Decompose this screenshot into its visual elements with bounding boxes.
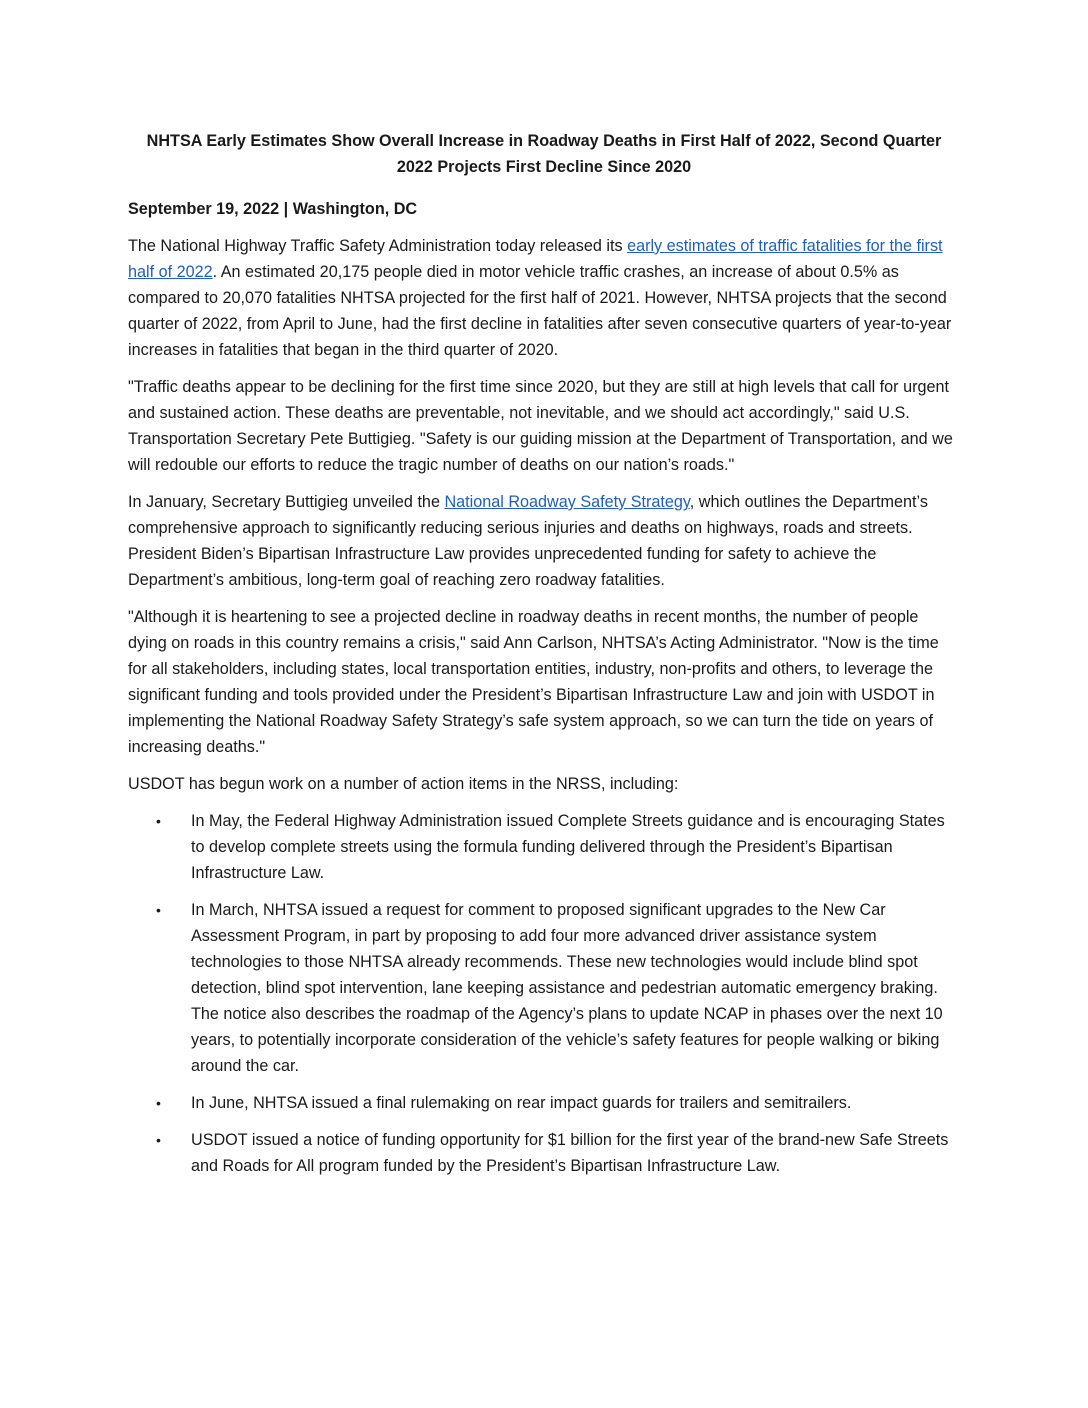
paragraph-nrss <box>128 489 960 593</box>
bullet-icon: • <box>156 1095 161 1111</box>
press-release-title: NHTSA Early Estimates Show Overall Increase in Roadway Deaths in First Half of 2022, Second Quarter 2022 Projects First Decline Since 2020 <box>146 132 942 176</box>
action-items-list <box>128 808 960 1179</box>
list-item-text: USDOT issued a notice of funding opportunity for $1 billion for the first year of the brand-new Safe Streets and Roads for All program funded by the President’s Bipartisan Infrastructure Law. <box>191 1131 949 1175</box>
bullet-icon: • <box>156 813 161 829</box>
paragraph-buttigieg-quote: "Traffic deaths appear to be declining for the first time since 2020, but they are still at high levels that call for urgent and sustained action. These deaths are preventable, not inevitable, and we should act accordingly," said U.S. Transportation Secretary Pete Buttigieg. "Safety is our guiding mission at the Department of Transportation, and we will redouble our efforts to reduce the tragic number of deaths on our nation’s roads." <box>128 378 953 474</box>
paragraph-intro-text-end: . An estimated 20,175 people died in motor vehicle traffic crashes, an increase of about 0.5% as compared to 20,070 fatalities NHTSA projected for the first half of 2021. However, NHTSA projects that the second quarter of 2022, from April to June, had the first decline in fatalities after seven consecutive quarters of year-to-year increases in fatalities that began in the third quarter of 2020. <box>128 263 952 359</box>
list-item <box>128 1127 960 1179</box>
list-item-text: In March, NHTSA issued a request for comment to proposed significant upgrades to the New Car Assessment Program, in part by proposing to add four more advanced driver assistance system technologies to those NHTSA already recommends. These new technologies would include blind spot detection, blind spot intervention, lane keeping assistance and pedestrian automatic emergency braking. The notice also describes the roadmap of the Agency’s plans to update NCAP in phases over the next 10 years, to potentially incorporate consideration of the vehicle’s safety features for people walking or biking around the car. <box>191 901 943 1075</box>
list-item <box>128 897 960 1079</box>
list-item <box>128 808 960 886</box>
paragraph-intro <box>128 233 960 363</box>
paragraph-intro-text-start: The National Highway Traffic Safety Administration today released its <box>128 237 628 255</box>
paragraph-action-items-intro: USDOT has begun work on a number of action items in the NRSS, including: <box>128 775 679 793</box>
document-body <box>128 128 960 1190</box>
bullet-icon: • <box>156 1132 161 1148</box>
national-roadway-safety-strategy-link[interactable]: National Roadway Safety Strategy <box>444 493 690 511</box>
bullet-icon: • <box>156 902 161 918</box>
paragraph-nrss-text-end: , which outlines the Department’s comprehensive approach to significantly reducing serious injuries and deaths on highways, roads and streets. President Biden’s Bipartisan Infrastructure Law provides unprecedented funding for safety to achieve the Department’s ambitious, long-term goal of reaching zero roadway fatalities. <box>128 493 928 589</box>
list-item-text: In June, NHTSA issued a final rulemaking on rear impact guards for trailers and semitrailers. <box>191 1094 852 1112</box>
paragraph-nrss-text-start: In January, Secretary Buttigieg unveiled the <box>128 493 445 511</box>
paragraph-carlson-quote: "Although it is heartening to see a projected decline in roadway deaths in recent months, the number of people dying on roads in this country remains a crisis," said Ann Carlson, NHTSA’s Acting Administrator. "Now is the time for all stakeholders, including states, local transportation entities, industry, non-profits and others, to leverage the significant funding and tools provided under the President’s Bipartisan Infrastructure Law and join with USDOT in implementing the National Roadway Safety Strategy’s safe system approach, so we can turn the tide on years of increasing deaths." <box>128 608 939 756</box>
dateline: September 19, 2022 | Washington, DC <box>128 200 418 218</box>
list-item <box>128 1090 960 1116</box>
list-item-text: In May, the Federal Highway Administration issued Complete Streets guidance and is encouraging States to develop complete streets using the formula funding delivered through the President’s Bipartisan Infrastructure Law. <box>191 812 945 882</box>
early-estimates-link[interactable]: early estimates of traffic fatalities for the first half of 2022 <box>128 237 943 281</box>
